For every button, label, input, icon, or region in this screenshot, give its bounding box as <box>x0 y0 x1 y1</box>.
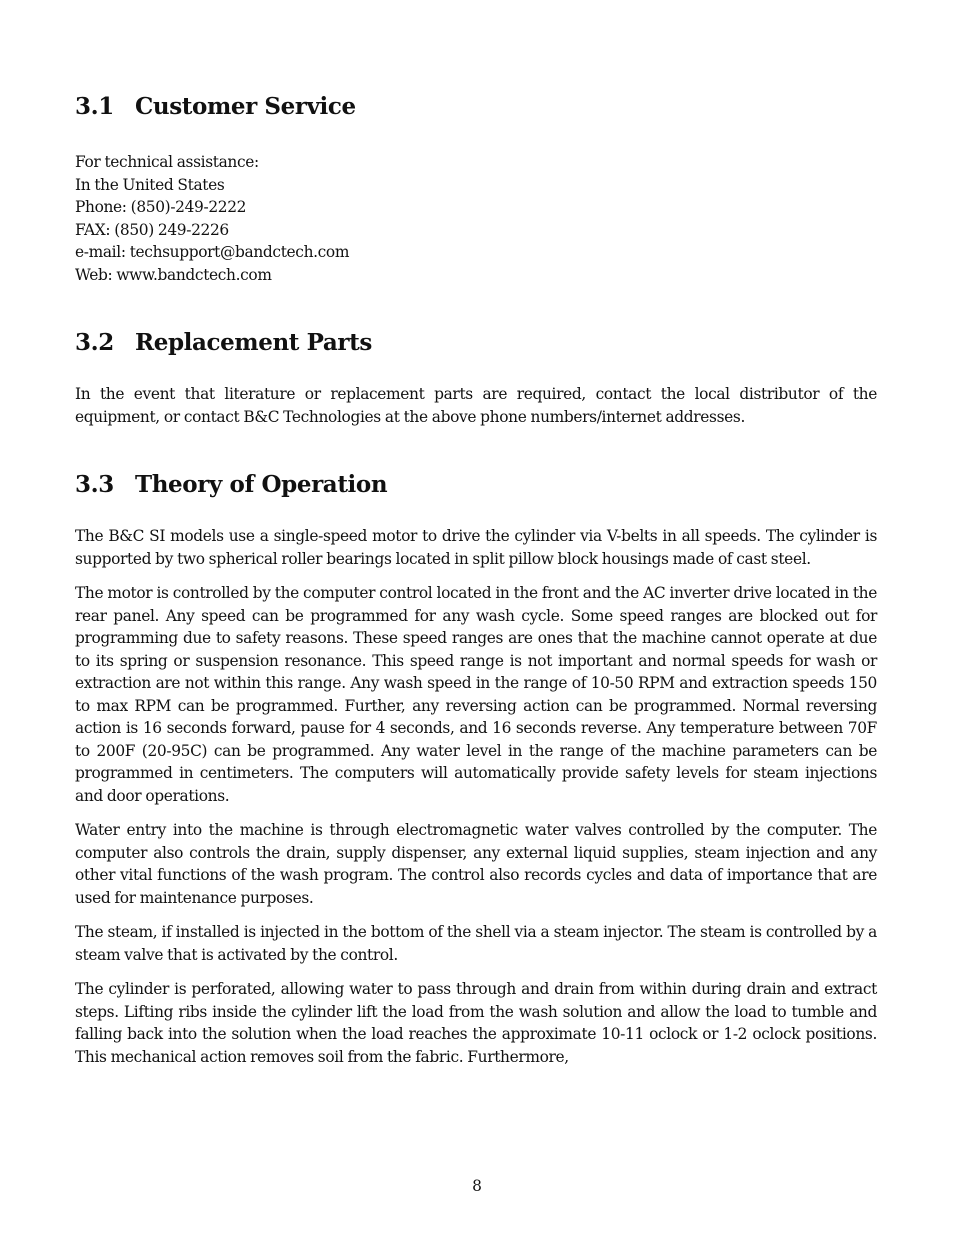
section-title: Theory of Operation <box>135 471 388 498</box>
contact-line: For technical assistance: <box>75 153 259 171</box>
section-theory-of-operation <box>75 468 877 1068</box>
section-heading <box>75 468 877 502</box>
paragraph: Water entry into the machine is through electromagnetic water valves controlled by the computer. The computer also controls the drain, supply dispenser, any external liquid supplies, steam injection and any other vital functions of the wash program. The control also records cycles and data of importance that are used for maintenance purposes. <box>75 821 877 907</box>
email-line: e-mail: techsupport@bandctech.com <box>75 243 350 261</box>
section-title: Customer Service <box>135 93 356 120</box>
phone-line: Phone: (850)-249-2222 <box>75 198 247 216</box>
section-heading <box>75 90 877 124</box>
paragraph: The motor is controlled by the computer control located in the front and the AC inverter drive located in the rear panel. Any speed can be programmed for any wash cycle. Some speed ranges are blocked out for programming due to safety reasons. These speed ranges are ones that the machine cannot operate at due to its spring or suspension resonance. This speed range is not important and normal speeds for wash or extraction are not within this range. Any wash speed in the range of 10-50 RPM and extraction speeds 150 to max RPM can be programmed. Further, any reversing action can be programmed. Normal reversing action is 16 seconds forward, pause for 4 seconds, and 16 seconds reverse. Any temperature between 70F to 200F (20-95C) can be programmed. Any water level in the range of the machine parameters can be programmed in centimeters. The computers will automatically provide safety levels for steam injections and door operations. <box>75 584 877 805</box>
section-title: Replacement Parts <box>135 329 372 356</box>
section-replacement-parts <box>75 326 877 428</box>
fax-line: FAX: (850) 249-2226 <box>75 220 229 239</box>
section-customer-service <box>75 90 877 286</box>
contact-line: In the United States <box>75 175 225 194</box>
section-number: 3.1 <box>75 93 114 120</box>
section-heading <box>75 326 877 360</box>
document-page <box>75 90 877 1068</box>
paragraph: The cylinder is perforated, allowing water to pass through and drain from within during drain and extract steps. Lifting ribs inside the cylinder lift the load from the wash solution and allow the load to tumble and falling back into the solution when the load reaches the approximate 10-11 oclock or 1-2 oclock positions. This mechanical action removes soil from the fabric. Furthermore, <box>75 980 877 1066</box>
web-line: Web: www.bandctech.com <box>75 265 272 284</box>
section-number: 3.3 <box>75 471 114 498</box>
paragraph: In the event that literature or replacement parts are required, contact the local distributor of the equipment, or contact B&C Technologies at the above phone numbers/internet addresses. <box>75 385 877 426</box>
page-number: 8 <box>472 1177 482 1195</box>
paragraph: The steam, if installed is injected in the bottom of the shell via a steam injector. The steam is controlled by a steam valve that is activated by the control. <box>75 923 877 964</box>
paragraph: The B&C SI models use a single-speed motor to drive the cylinder via V-belts in all speeds. The cylinder is supported by two spherical roller bearings located in split pillow block housings made of cast steel. <box>75 527 877 568</box>
contact-info <box>75 151 877 286</box>
section-number: 3.2 <box>75 329 114 356</box>
